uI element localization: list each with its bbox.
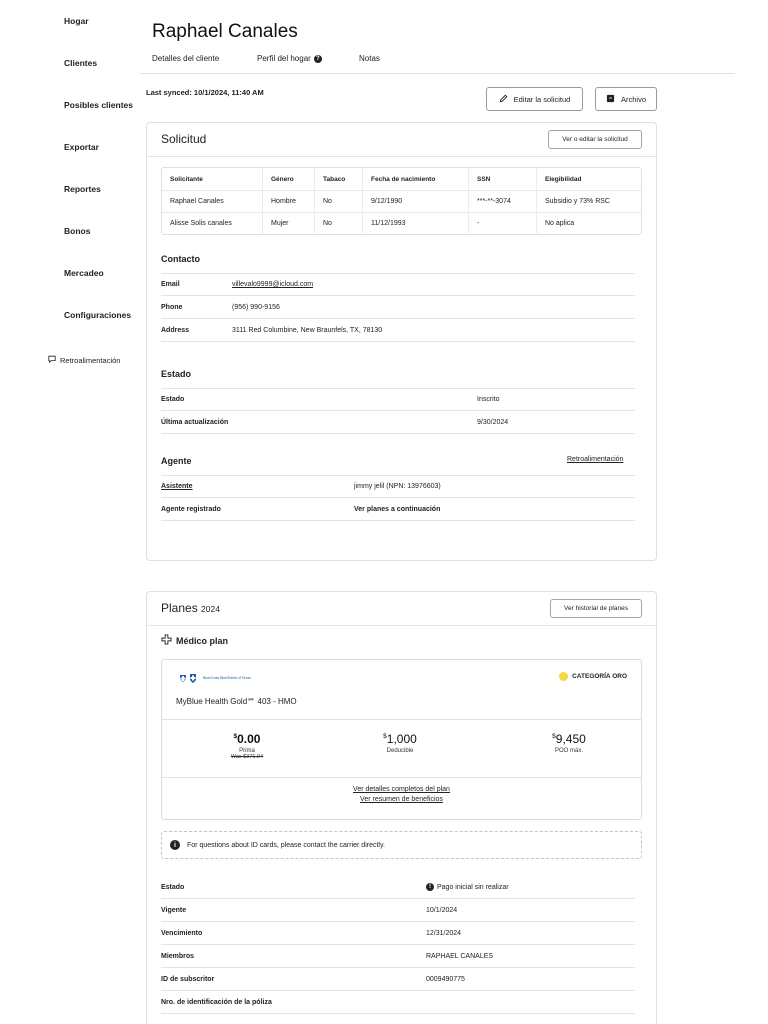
nav-item-clientes[interactable]: Clientes <box>64 58 98 68</box>
archive-icon <box>606 94 615 105</box>
plan-status-value <box>426 883 509 891</box>
registered-agent-row <box>161 498 635 521</box>
last-updated-value: 9/30/2024 <box>477 418 509 426</box>
tab-notes-label: Notas <box>359 54 380 63</box>
plan-members-value: RAPHAEL CANALES <box>426 952 494 960</box>
carrier-logo <box>178 672 251 684</box>
plan-detail-row <box>161 922 635 945</box>
oop-amount <box>509 732 629 746</box>
plan-divider <box>162 777 641 778</box>
applicants-table <box>161 167 642 235</box>
alert-icon: ! <box>426 883 434 891</box>
plans-year: 2024 <box>201 604 220 614</box>
contact-email-row <box>161 273 635 296</box>
application-title: Solicitud <box>161 132 207 146</box>
assistant-value: jimmy jelil (NPN: 13976603) <box>354 483 441 490</box>
assistant-label: Asistente <box>161 483 193 490</box>
column-header: Solicitante <box>170 175 203 183</box>
registered-agent-label: Agente registrado <box>161 505 221 513</box>
table-cell: Hombre <box>262 191 314 213</box>
plan-detail-row <box>161 876 635 899</box>
table-cell: 9/12/1990 <box>362 191 468 213</box>
plan-history-button[interactable]: Ver historial de planes <box>550 599 642 618</box>
tab-client-details-label: Detalles del cliente <box>152 54 220 63</box>
tab-household-profile-label: Perfil del hogar <box>257 54 311 63</box>
table-cell: No aplica <box>536 213 641 235</box>
table-header-row <box>162 168 641 190</box>
subscriber-id-label: ID de subscritor <box>161 975 215 983</box>
gold-dot-icon <box>559 672 568 681</box>
plan-category-label: CATEGORÍA ORO <box>572 673 627 680</box>
application-card <box>146 122 657 561</box>
medical-cross-icon <box>161 634 172 647</box>
column-header: Tabaco <box>314 168 362 190</box>
view-edit-application-button[interactable]: Ver o editar la solicitud <box>548 130 642 149</box>
subscriber-id-value: 0009490775 <box>426 975 465 983</box>
oop-label: POO máx. <box>554 748 583 754</box>
premium-label: Prima <box>239 748 255 754</box>
address-label: Address <box>161 326 190 334</box>
status-heading: Estado <box>161 369 192 379</box>
plan-detail-row <box>161 945 635 968</box>
phone-label: Phone <box>161 303 183 311</box>
edit-application-label: Editar la solicitud <box>513 94 571 104</box>
assistant-row <box>161 475 635 498</box>
archive-label: Archivo <box>620 94 646 104</box>
contact-address-row <box>161 319 635 342</box>
pencil-icon <box>499 94 508 105</box>
plan-members-label: Miembros <box>161 952 195 960</box>
premium-amount <box>187 732 307 746</box>
plans-card-header <box>147 592 656 626</box>
premium-currency: $ <box>233 733 238 740</box>
email-link[interactable]: villevalo9999@icloud.com <box>232 281 314 288</box>
contact-phone-row <box>161 296 635 319</box>
medical-plan-heading <box>161 634 228 647</box>
deductible-amount <box>340 732 460 746</box>
table-cell: No <box>314 191 362 213</box>
id-card-notice <box>161 831 642 859</box>
plan-status-label: Estado <box>161 883 185 891</box>
plan-detail-row <box>161 968 635 991</box>
oop-currency: $ <box>552 733 556 740</box>
edit-application-button[interactable] <box>486 87 583 111</box>
plan-effective-value: 10/1/2024 <box>426 906 458 914</box>
application-card-header <box>147 123 656 157</box>
benefits-summary-link[interactable]: Ver resumen de beneficios <box>360 796 443 803</box>
id-card-notice-text: For questions about ID cards, please contact the carrier directly. <box>187 841 385 849</box>
plan-detail-row <box>161 899 635 922</box>
address-value: 3111 Red Columbine, New Braunfels, TX, 78130 <box>232 326 383 334</box>
column-header: Elegibilidad <box>536 168 641 190</box>
carrier-logo-text: BlueCross BlueShield of Texas <box>203 676 251 680</box>
policy-id-label: Nro. de identificación de la póliza <box>161 998 272 1006</box>
table-cell: Mujer <box>262 213 314 235</box>
table-cell: Subsidio y 73% RSC <box>536 191 641 213</box>
premium-was: Was $371.04 <box>230 754 264 760</box>
table-cell: Alisse Solis canales <box>170 220 232 227</box>
plan-links <box>162 786 641 803</box>
column-header: Fecha de nacimiento <box>362 168 468 190</box>
nav-item-exportar[interactable]: Exportar <box>64 142 99 152</box>
nav-item-bonos[interactable]: Bonos <box>64 226 91 236</box>
plan-divider <box>162 719 641 720</box>
header-divider <box>140 73 735 74</box>
table-cell: ***-**-3074 <box>468 191 536 213</box>
tab-notes[interactable] <box>359 54 380 63</box>
column-header: SSN <box>468 168 536 190</box>
contact-heading: Contacto <box>161 254 200 264</box>
plan-name: MyBlue Health Gold℠ 403 - HMO <box>176 697 297 706</box>
nav-item-hogar[interactable]: Hogar <box>64 16 89 26</box>
last-updated-row <box>161 411 635 434</box>
table-cell: 11/12/1993 <box>362 213 468 235</box>
medical-plan-label: Médico plan <box>176 635 229 646</box>
table-cell: - <box>468 213 536 235</box>
nav-item-reportes[interactable]: Reportes <box>64 184 101 194</box>
deductible-label: Deducible <box>386 748 414 754</box>
medical-plan-box <box>161 659 642 820</box>
plans-title <box>161 601 220 615</box>
deductible-value: 1,000 <box>386 732 417 746</box>
table-cell: Raphael Canales <box>170 198 224 205</box>
nav-item-mercadeo[interactable]: Mercadeo <box>64 268 104 278</box>
chat-bubble-icon <box>48 355 56 365</box>
tab-client-details[interactable] <box>152 54 257 63</box>
table-row <box>162 190 641 212</box>
plan-effective-label: Vigente <box>161 906 187 914</box>
sidebar-feedback-link[interactable] <box>48 355 120 365</box>
oop-value: 9,450 <box>555 732 586 746</box>
client-tabs <box>152 54 380 63</box>
last-updated-label: Última actualización <box>161 418 229 426</box>
table-row <box>162 212 641 234</box>
deductible-currency: $ <box>383 733 387 740</box>
premium-value: 0.00 <box>237 732 261 746</box>
last-synced: Last synced: 10/1/2024, 11:40 AM <box>146 88 264 97</box>
info-icon: i <box>170 840 180 850</box>
plan-details-link[interactable]: Ver detalles completos del plan <box>353 786 450 793</box>
agent-feedback-link[interactable]: Retroalimentación <box>567 456 624 463</box>
agent-heading: Agente <box>161 456 192 466</box>
client-name: Raphael Canales <box>152 21 298 42</box>
archive-button[interactable] <box>595 87 657 111</box>
email-label: Email <box>161 281 180 288</box>
plan-detail-row <box>161 991 635 1014</box>
plan-expiry-label: Vencimiento <box>161 929 203 937</box>
nav-item-configuraciones[interactable]: Configuraciones <box>64 310 132 320</box>
phone-value: (956) 990-9156 <box>232 303 280 311</box>
plan-status-text: Pago inicial sin realizar <box>437 883 509 891</box>
plans-title-label: Planes <box>161 601 198 615</box>
tab-household-profile[interactable] <box>257 54 359 63</box>
plan-category-badge <box>559 672 627 681</box>
help-icon[interactable]: ? <box>314 55 322 63</box>
status-value: Inscrito <box>477 396 500 403</box>
status-label: Estado <box>161 396 185 403</box>
sidebar <box>0 0 140 1024</box>
nav-item-posibles-clientes[interactable]: Posibles clientes <box>64 100 133 110</box>
premium-stat <box>187 732 307 760</box>
sidebar-feedback-label: Retroalimentación <box>60 355 121 365</box>
status-row <box>161 388 635 411</box>
registered-agent-value: Ver planes a continuación <box>354 505 441 513</box>
plan-expiry-value: 12/31/2024 <box>426 929 462 937</box>
plans-card <box>146 591 657 1024</box>
table-cell: No <box>314 213 362 235</box>
column-header: Género <box>262 168 314 190</box>
bcbs-logo-icon <box>178 672 200 684</box>
deductible-stat <box>340 732 460 754</box>
oop-stat <box>509 732 629 754</box>
